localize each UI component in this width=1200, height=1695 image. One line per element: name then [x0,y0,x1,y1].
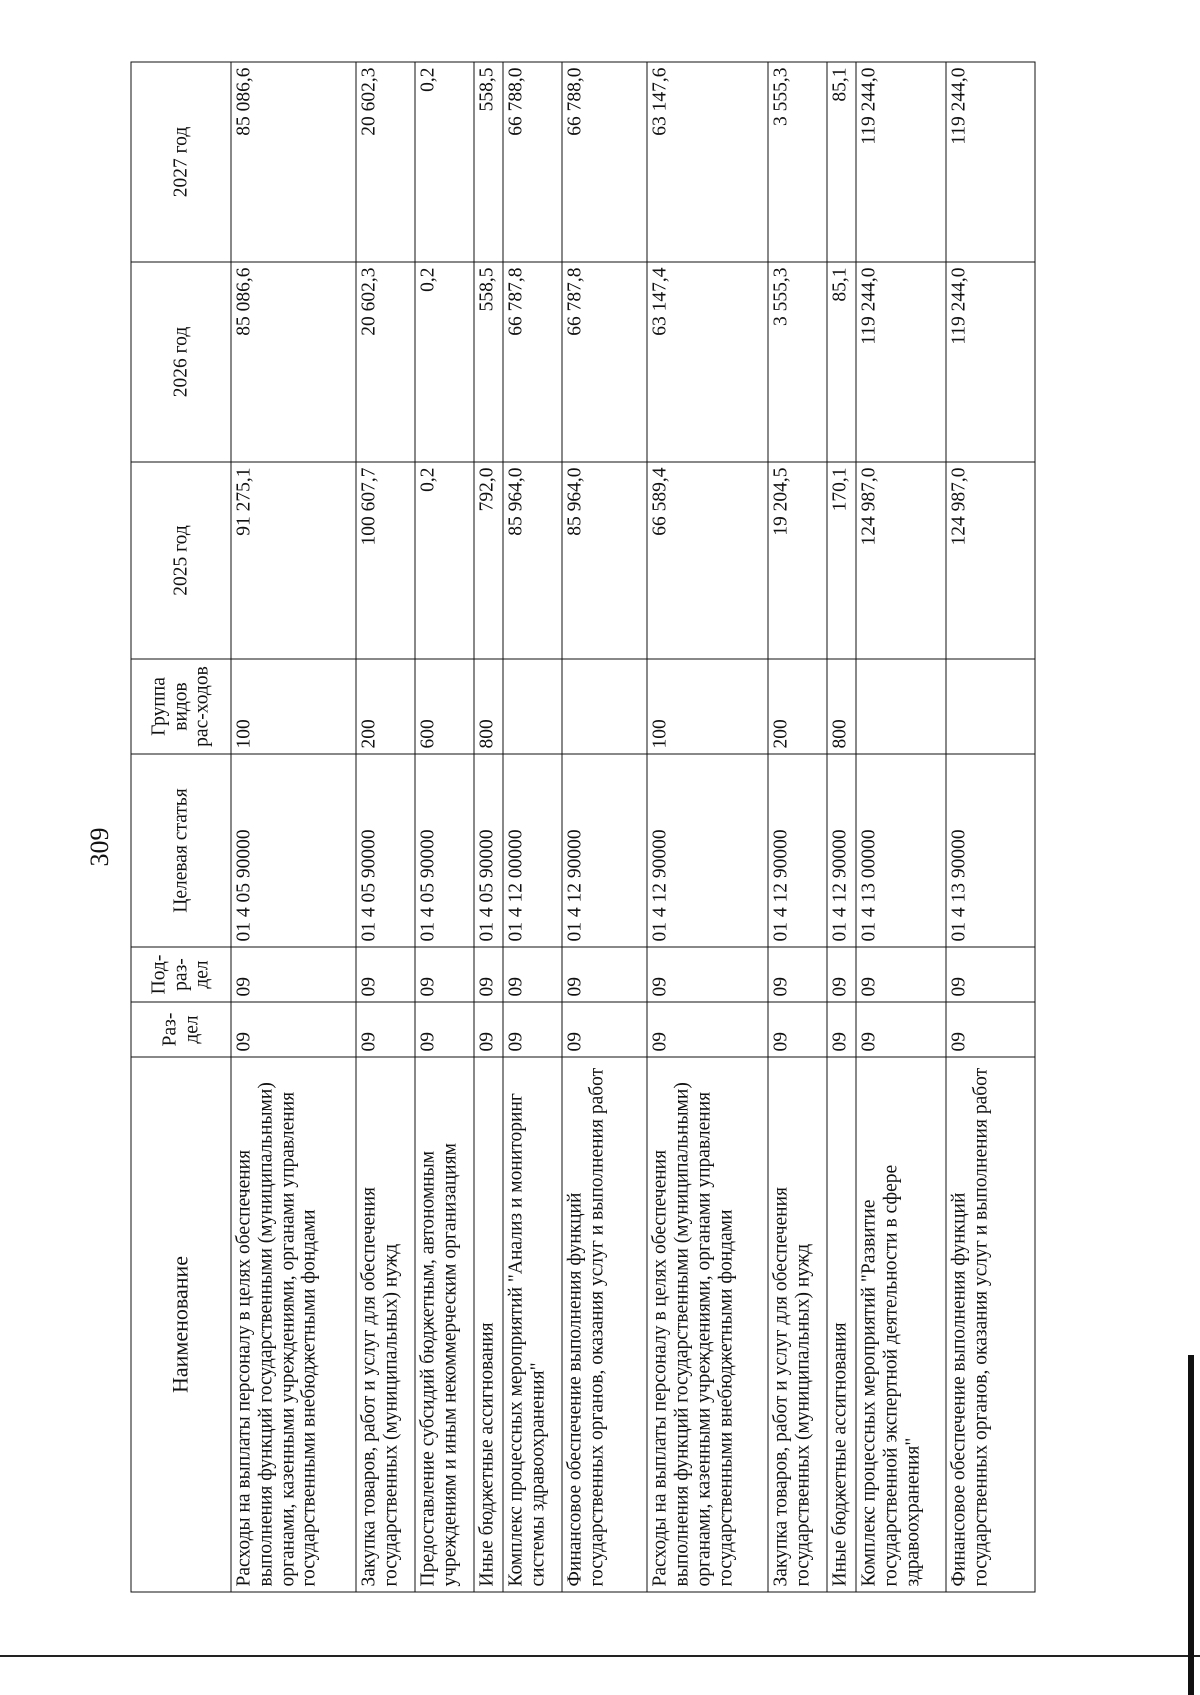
row-amount-2027: 20 602,3 [356,62,415,262]
header-subsection: Под-раз-дел [131,947,231,1002]
row-amount-2027: 119 244,0 [856,62,946,262]
row-section: 09 [647,1002,768,1057]
table-row [827,62,856,1592]
row-target-article: 01 4 12 90000 [827,754,856,947]
header-year-2025: 2025 год [131,462,231,659]
row-name: Расходы на выплаты персоналу в целях обеспечения выполнения функций государственными (муниципальными) органами, казенными учреждениями, органами управления государственными внебюджетными фондами [647,1057,768,1592]
row-amount-2025: 85 964,0 [503,462,562,659]
row-name: Иные бюджетные ассигнования [474,1057,503,1592]
table-row [562,62,648,1592]
row-expense-group: 100 [231,659,356,754]
row-amount-2026: 85 086,6 [231,262,356,462]
row-amount-2027: 85,1 [827,62,856,262]
row-subsection: 09 [827,947,856,1002]
row-subsection: 09 [562,947,648,1002]
header-year-2026: 2026 год [131,262,231,462]
row-target-article: 01 4 13 00000 [856,754,946,947]
row-amount-2026: 0,2 [415,262,474,462]
row-expense-group: 600 [415,659,474,754]
row-amount-2026: 66 787,8 [503,262,562,462]
budget-table-rotated [131,63,1036,1593]
row-name: Закупка товаров, работ и услуг для обеспечения государственных (муниципальных) нужд [356,1057,415,1592]
row-amount-2027: 0,2 [415,62,474,262]
header-target-article: Целевая статья [131,754,231,947]
row-amount-2026: 119 244,0 [856,262,946,462]
row-subsection: 09 [647,947,768,1002]
row-name: Предоставление субсидий бюджетным, автономным учреждениям и иным некоммерческим организациям [415,1057,474,1592]
row-amount-2025: 66 589,4 [647,462,768,659]
row-expense-group: 100 [647,659,768,754]
row-amount-2026: 558,5 [474,262,503,462]
row-amount-2026: 3 555,3 [768,262,827,462]
row-amount-2025: 792,0 [474,462,503,659]
row-amount-2026: 85,1 [827,262,856,462]
row-amount-2026: 66 787,8 [562,262,648,462]
row-name: Финансовое обеспечение выполнения функций государственных органов, оказания услуг и выполнения работ [562,1057,648,1592]
row-expense-group: 200 [356,659,415,754]
table-body [231,62,1035,1592]
row-target-article: 01 4 12 00000 [503,754,562,947]
row-amount-2025: 170,1 [827,462,856,659]
table-row [231,62,356,1592]
row-target-article: 01 4 12 90000 [768,754,827,947]
row-amount-2026: 20 602,3 [356,262,415,462]
table-row [474,62,503,1592]
row-expense-group: 800 [827,659,856,754]
row-name: Комплекс процессных мероприятий "Анализ и мониторинг системы здравоохранения" [503,1057,562,1592]
row-amount-2026: 63 147,4 [647,262,768,462]
scan-bottom-line [0,1655,1200,1657]
row-amount-2025: 85 964,0 [562,462,648,659]
table-row [946,62,1035,1592]
row-target-article: 01 4 05 90000 [474,754,503,947]
row-name: Расходы на выплаты персоналу в целях обеспечения выполнения функций государственными (муниципальными) органами, казенными учреждениями, органами управления государственными внебюджетными фондами [231,1057,356,1592]
row-amount-2027: 119 244,0 [946,62,1035,262]
row-target-article: 01 4 05 90000 [356,754,415,947]
row-amount-2025: 19 204,5 [768,462,827,659]
row-section: 09 [503,1002,562,1057]
row-subsection: 09 [231,947,356,1002]
row-section: 09 [768,1002,827,1057]
row-amount-2025: 91 275,1 [231,462,356,659]
row-amount-2025: 100 607,7 [356,462,415,659]
table-header-row [131,62,231,1592]
header-name: Наименование [131,1057,231,1592]
table-row [856,62,946,1592]
table-row [647,62,768,1592]
row-target-article: 01 4 05 90000 [231,754,356,947]
row-expense-group [503,659,562,754]
table-row [415,62,474,1592]
row-subsection: 09 [474,947,503,1002]
row-amount-2027: 85 086,6 [231,62,356,262]
table-row [768,62,827,1592]
row-expense-group [946,659,1035,754]
row-name: Комплекс процессных мероприятий "Развитие государственной экспертной деятельности в сфере здравоохранения" [856,1057,946,1592]
row-target-article: 01 4 12 90000 [562,754,648,947]
row-subsection: 09 [503,947,562,1002]
row-name: Закупка товаров, работ и услуг для обеспечения государственных (муниципальных) нужд [768,1057,827,1592]
row-name: Финансовое обеспечение выполнения функций государственных органов, оказания услуг и выполнения работ [946,1057,1035,1592]
row-section: 09 [856,1002,946,1057]
header-section: Раз-дел [131,1002,231,1057]
row-section: 09 [827,1002,856,1057]
row-subsection: 09 [946,947,1035,1002]
row-section: 09 [474,1002,503,1057]
row-expense-group [562,659,648,754]
row-expense-group [856,659,946,754]
row-target-article: 01 4 12 90000 [647,754,768,947]
row-amount-2027: 66 788,0 [562,62,648,262]
row-subsection: 09 [768,947,827,1002]
row-section: 09 [562,1002,648,1057]
row-amount-2025: 0,2 [415,462,474,659]
row-amount-2027: 66 788,0 [503,62,562,262]
row-amount-2025: 124 987,0 [946,462,1035,659]
row-expense-group: 200 [768,659,827,754]
row-section: 09 [356,1002,415,1057]
row-subsection: 09 [415,947,474,1002]
row-amount-2025: 124 987,0 [856,462,946,659]
row-amount-2026: 119 244,0 [946,262,1035,462]
row-section: 09 [946,1002,1035,1057]
budget-table [131,62,1036,1593]
header-year-2027: 2027 год [131,62,231,262]
row-amount-2027: 3 555,3 [768,62,827,262]
scan-right-edge [1188,1355,1194,1695]
row-amount-2027: 558,5 [474,62,503,262]
table-row [356,62,415,1592]
row-section: 09 [415,1002,474,1057]
row-name: Иные бюджетные ассигнования [827,1057,856,1592]
row-section: 09 [231,1002,356,1057]
row-expense-group: 800 [474,659,503,754]
row-amount-2027: 63 147,6 [647,62,768,262]
row-target-article: 01 4 05 90000 [415,754,474,947]
page-number: 309 [85,827,114,867]
table-row [503,62,562,1592]
header-expense-group: Группа видов рас-ходов [131,659,231,754]
row-subsection: 09 [356,947,415,1002]
row-subsection: 09 [856,947,946,1002]
row-target-article: 01 4 13 90000 [946,754,1035,947]
